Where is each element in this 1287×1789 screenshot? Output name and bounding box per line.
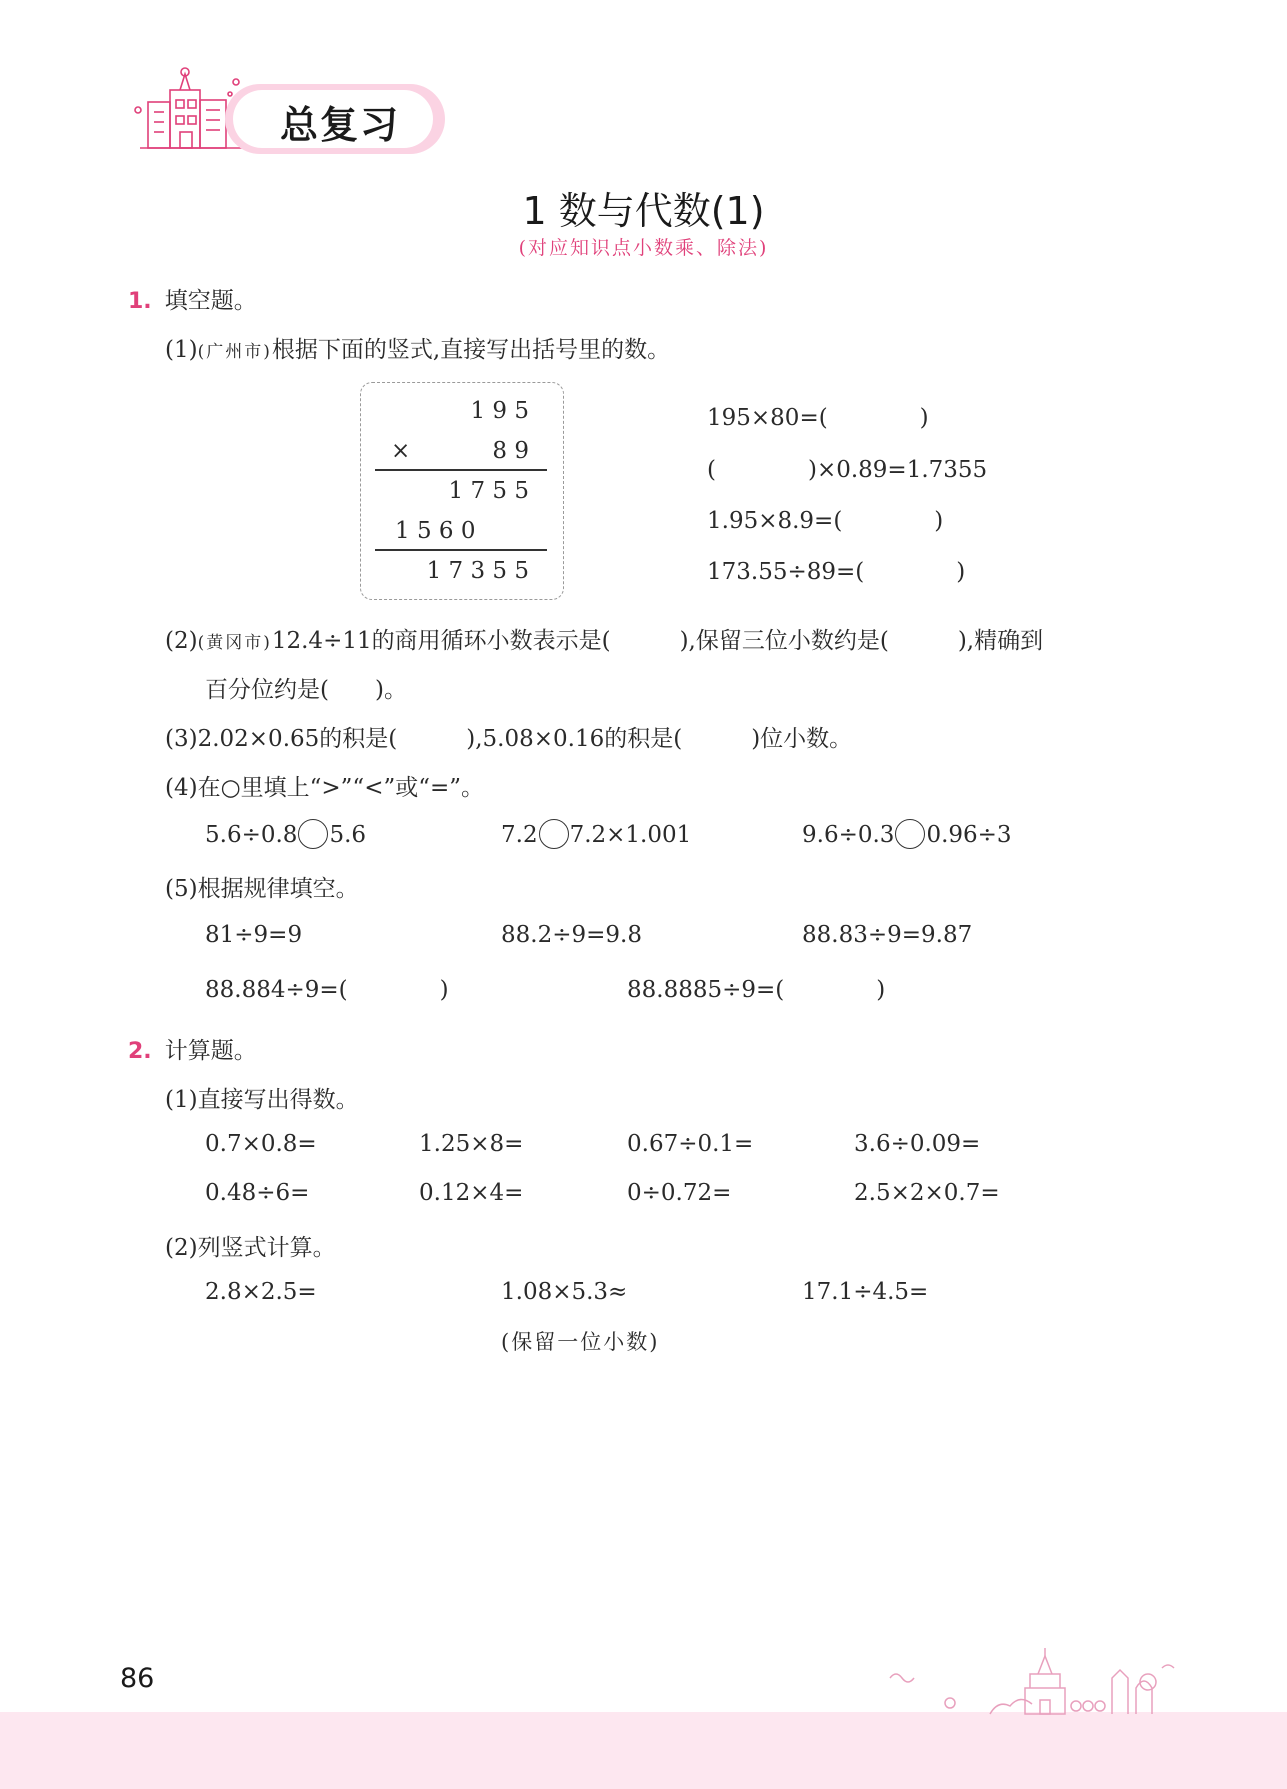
page-number: 86	[120, 1663, 155, 1694]
vertical-divider-2	[375, 549, 547, 551]
q1-p2-line	[165, 622, 1043, 655]
page-title: 1 数与代数(1)	[522, 189, 765, 233]
q1-heading	[128, 282, 257, 315]
q2-p2-line: (2)列竖式计算。	[165, 1235, 336, 1261]
calc-item: 0÷0.72=	[627, 1180, 732, 1206]
q1-p1-answer-1: 195×80=( )	[707, 405, 929, 431]
q2-number: 2.	[128, 1039, 152, 1064]
compare-circle[interactable]	[298, 819, 328, 849]
q1-p4-line: (4)在○里填上“>”“<”或“=”。	[165, 775, 485, 801]
compare-item-2	[501, 821, 691, 851]
column-calc-item: 2.8×2.5=	[205, 1279, 317, 1305]
compare-right: 7.2×1.001	[569, 822, 692, 848]
calc-item: 0.7×0.8=	[205, 1131, 317, 1157]
calc-item: 0.12×4=	[419, 1180, 524, 1206]
q2-label: 计算题。	[164, 1038, 257, 1064]
compare-circle[interactable]	[539, 819, 569, 849]
vertical-row-4: 1 5 6 0	[395, 518, 476, 544]
compare-item-3	[802, 821, 1012, 851]
rounding-note: (保留一位小数)	[501, 1330, 660, 1354]
pattern-item: 88.2÷9=9.8	[501, 922, 642, 948]
page-subtitle: (对应知识点小数乘、除法)	[518, 237, 769, 259]
calc-item: 1.25×8=	[419, 1131, 524, 1157]
pattern-answer: 88.8885÷9=( )	[627, 977, 886, 1003]
pattern-item: 81÷9=9	[205, 922, 303, 948]
q1-p1-answer-4: 173.55÷89=( )	[707, 559, 966, 585]
calc-item: 0.48÷6=	[205, 1180, 310, 1206]
q1-p2-source: (黄冈市)	[197, 633, 272, 653]
q1-p1-text: 根据下面的竖式,直接写出括号里的数。	[271, 337, 671, 363]
section-badge	[130, 80, 450, 158]
q1-p2-text: 12.4÷11的商用循环小数表示是( ),保留三位小数约是( ),精确到	[271, 628, 1044, 654]
compare-left: 5.6÷0.8	[205, 822, 298, 848]
pattern-answer: 88.884÷9=( )	[205, 977, 449, 1003]
q1-p2-line-2: 百分位约是( )。	[205, 677, 407, 703]
compare-right: 5.6	[329, 822, 367, 848]
q1-label: 填空题。	[164, 288, 257, 314]
compare-circle[interactable]	[895, 819, 925, 849]
vertical-row-1: 1 9 5	[470, 398, 529, 424]
calc-item: 3.6÷0.09=	[854, 1131, 981, 1157]
q1-p1-answer-2: ( )×0.89=1.7355	[707, 457, 988, 483]
compare-left: 9.6÷0.3	[802, 822, 895, 848]
vertical-operator: ×	[391, 438, 411, 464]
vertical-row-5: 1 7 3 5 5	[426, 558, 529, 584]
q1-p3-line: (3)2.02×0.65的积是( ),5.08×0.16的积是( )位小数。	[165, 726, 853, 752]
compare-item-1	[205, 821, 366, 851]
q1-p1-source: (广州市)	[197, 342, 272, 362]
castle-decoration-icon	[880, 1648, 1180, 1718]
q1-p2-label: (2)	[165, 628, 198, 654]
vertical-multiplication	[360, 382, 564, 600]
column-calc-item: 1.08×5.3≈	[501, 1279, 628, 1305]
q2-heading	[128, 1032, 257, 1065]
vertical-divider-1	[375, 469, 547, 471]
q2-p1-line: (1)直接写出得数。	[165, 1087, 359, 1113]
pattern-item: 88.83÷9=9.87	[802, 922, 973, 948]
compare-left: 7.2	[501, 822, 538, 848]
vertical-row-3: 1 7 5 5	[448, 478, 529, 504]
q1-p1-answer-3: 1.95×8.9=( )	[707, 508, 944, 534]
q1-p1-line	[165, 331, 670, 364]
q1-p5-line: (5)根据规律填空。	[165, 876, 359, 902]
column-calc-item: 17.1÷4.5=	[802, 1279, 929, 1305]
vertical-row-2: 8 9	[492, 438, 529, 464]
calc-item: 2.5×2×0.7=	[854, 1180, 1000, 1206]
q1-p1-label: (1)	[165, 337, 198, 363]
footer-band	[0, 1712, 1287, 1789]
q1-number: 1.	[128, 289, 152, 314]
calc-item: 0.67÷0.1=	[627, 1131, 754, 1157]
compare-right: 0.96÷3	[926, 822, 1012, 848]
badge-label: 总复习	[280, 103, 401, 147]
